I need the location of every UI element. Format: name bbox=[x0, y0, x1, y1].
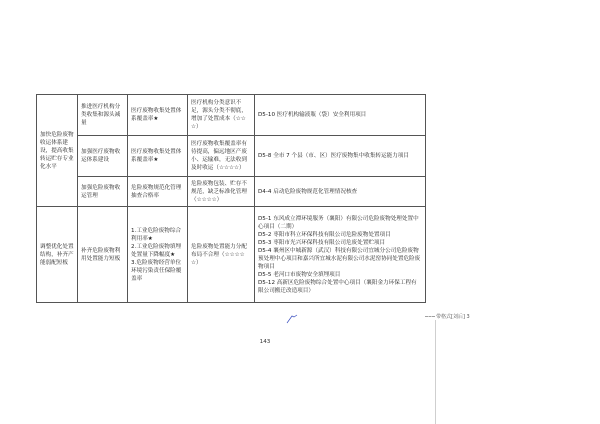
indicator-cell: 医疗废物收集处置体系覆盖率★ bbox=[128, 95, 188, 136]
annotation-label: 带格式[刘后] bbox=[436, 314, 465, 320]
comment-connector bbox=[425, 316, 435, 317]
project-cell bbox=[255, 207, 426, 303]
indicator-line: 2.工业危险废物填埋处置量下降幅度★ bbox=[131, 243, 182, 258]
project-line: D5-1 东风成立潭环境服务（襄阳）有限公司危险废物处理处置中心项目（二期） bbox=[258, 215, 419, 230]
project-line: D5-12 高新区危险废物综合处置中心项目（襄阳金力环保工程有限公司搬迁改造项目） bbox=[258, 279, 417, 294]
task-cell: 加强医疗废物收运体系建设 bbox=[78, 136, 128, 177]
project-line: D5-10 医疗机构输液瓶（袋）安全利用项目 bbox=[258, 112, 367, 118]
indicator-line: 3.危险废物经营单位环境污染责任保险覆盖率 bbox=[131, 259, 182, 282]
indicator-line: 1.工业危险废物综合利用率★ bbox=[131, 227, 182, 242]
task-cell: 补齐危险废物利用处置能力短板 bbox=[78, 207, 128, 303]
format-annotation[interactable] bbox=[436, 313, 470, 320]
comment-margin-bar bbox=[435, 320, 436, 424]
project-cell bbox=[255, 136, 426, 177]
goal-cell: 调整优化处置结构，补齐产能弱配短板 bbox=[37, 207, 78, 303]
table-row bbox=[37, 136, 426, 177]
problem-cell: 危险废物包装、贮存不规范，缺乏标准化管理（☆☆☆☆） bbox=[188, 177, 255, 207]
table-row bbox=[37, 95, 426, 136]
indicator-cell bbox=[128, 207, 188, 303]
project-cell bbox=[255, 95, 426, 136]
table-row bbox=[37, 177, 426, 207]
pen-mark-icon bbox=[286, 309, 298, 319]
project-line: D5-3 枣阳市光兴环保科技有限公司危废处置贮项目 bbox=[258, 239, 386, 246]
task-cell: 推进医疗机构分类收集和源头减量 bbox=[78, 95, 128, 136]
indicator-cell: 危险废物规范化管理抽查合格率 bbox=[128, 177, 188, 207]
table-row bbox=[37, 207, 426, 303]
project-line: D5-2 枣阳市科立环保科技有限公司危险废物处置项目 bbox=[258, 231, 391, 238]
project-line: D5-8 全市 7 个县（市、区）医疗废物集中收集转运能力项目 bbox=[258, 153, 409, 159]
project-line: D4-4 启动危险废物规范化管理情况核查 bbox=[258, 188, 358, 195]
page-number: 143 bbox=[259, 339, 271, 345]
problem-cell: 医疗废物收集覆盖率有待提高，偏远地区产废小、运输难，无法收到及时收运（☆☆☆☆） bbox=[188, 136, 255, 177]
planning-table bbox=[36, 94, 426, 303]
project-line: D5-4 襄州区中城新源（武汉）科技有限公司宜城分公司危险废物预处理中心项目和嘉兴所宜城水泥有限公司水泥窑协同处置危险废物项目 bbox=[258, 247, 421, 270]
project-cell bbox=[255, 177, 426, 207]
problem-cell: 医疗机构分类意识不足，源头分类不彻底，增加了处置成本（☆☆☆） bbox=[188, 95, 255, 136]
project-line: D5-5 老河口市废物安全填埋项目 bbox=[258, 271, 341, 278]
problem-cell: 危险废物处置能力分配布局不合理（☆☆☆☆☆） bbox=[188, 207, 255, 303]
indicator-cell: 医疗废物收集处置体系覆盖率★ bbox=[128, 136, 188, 177]
goal-cell: 加快危险废物收运体系建设，提高收集转运贮存专业化水平 bbox=[37, 95, 78, 207]
annotation-count: 3 bbox=[466, 314, 470, 320]
task-cell: 加强危险废物收运管理 bbox=[78, 177, 128, 207]
